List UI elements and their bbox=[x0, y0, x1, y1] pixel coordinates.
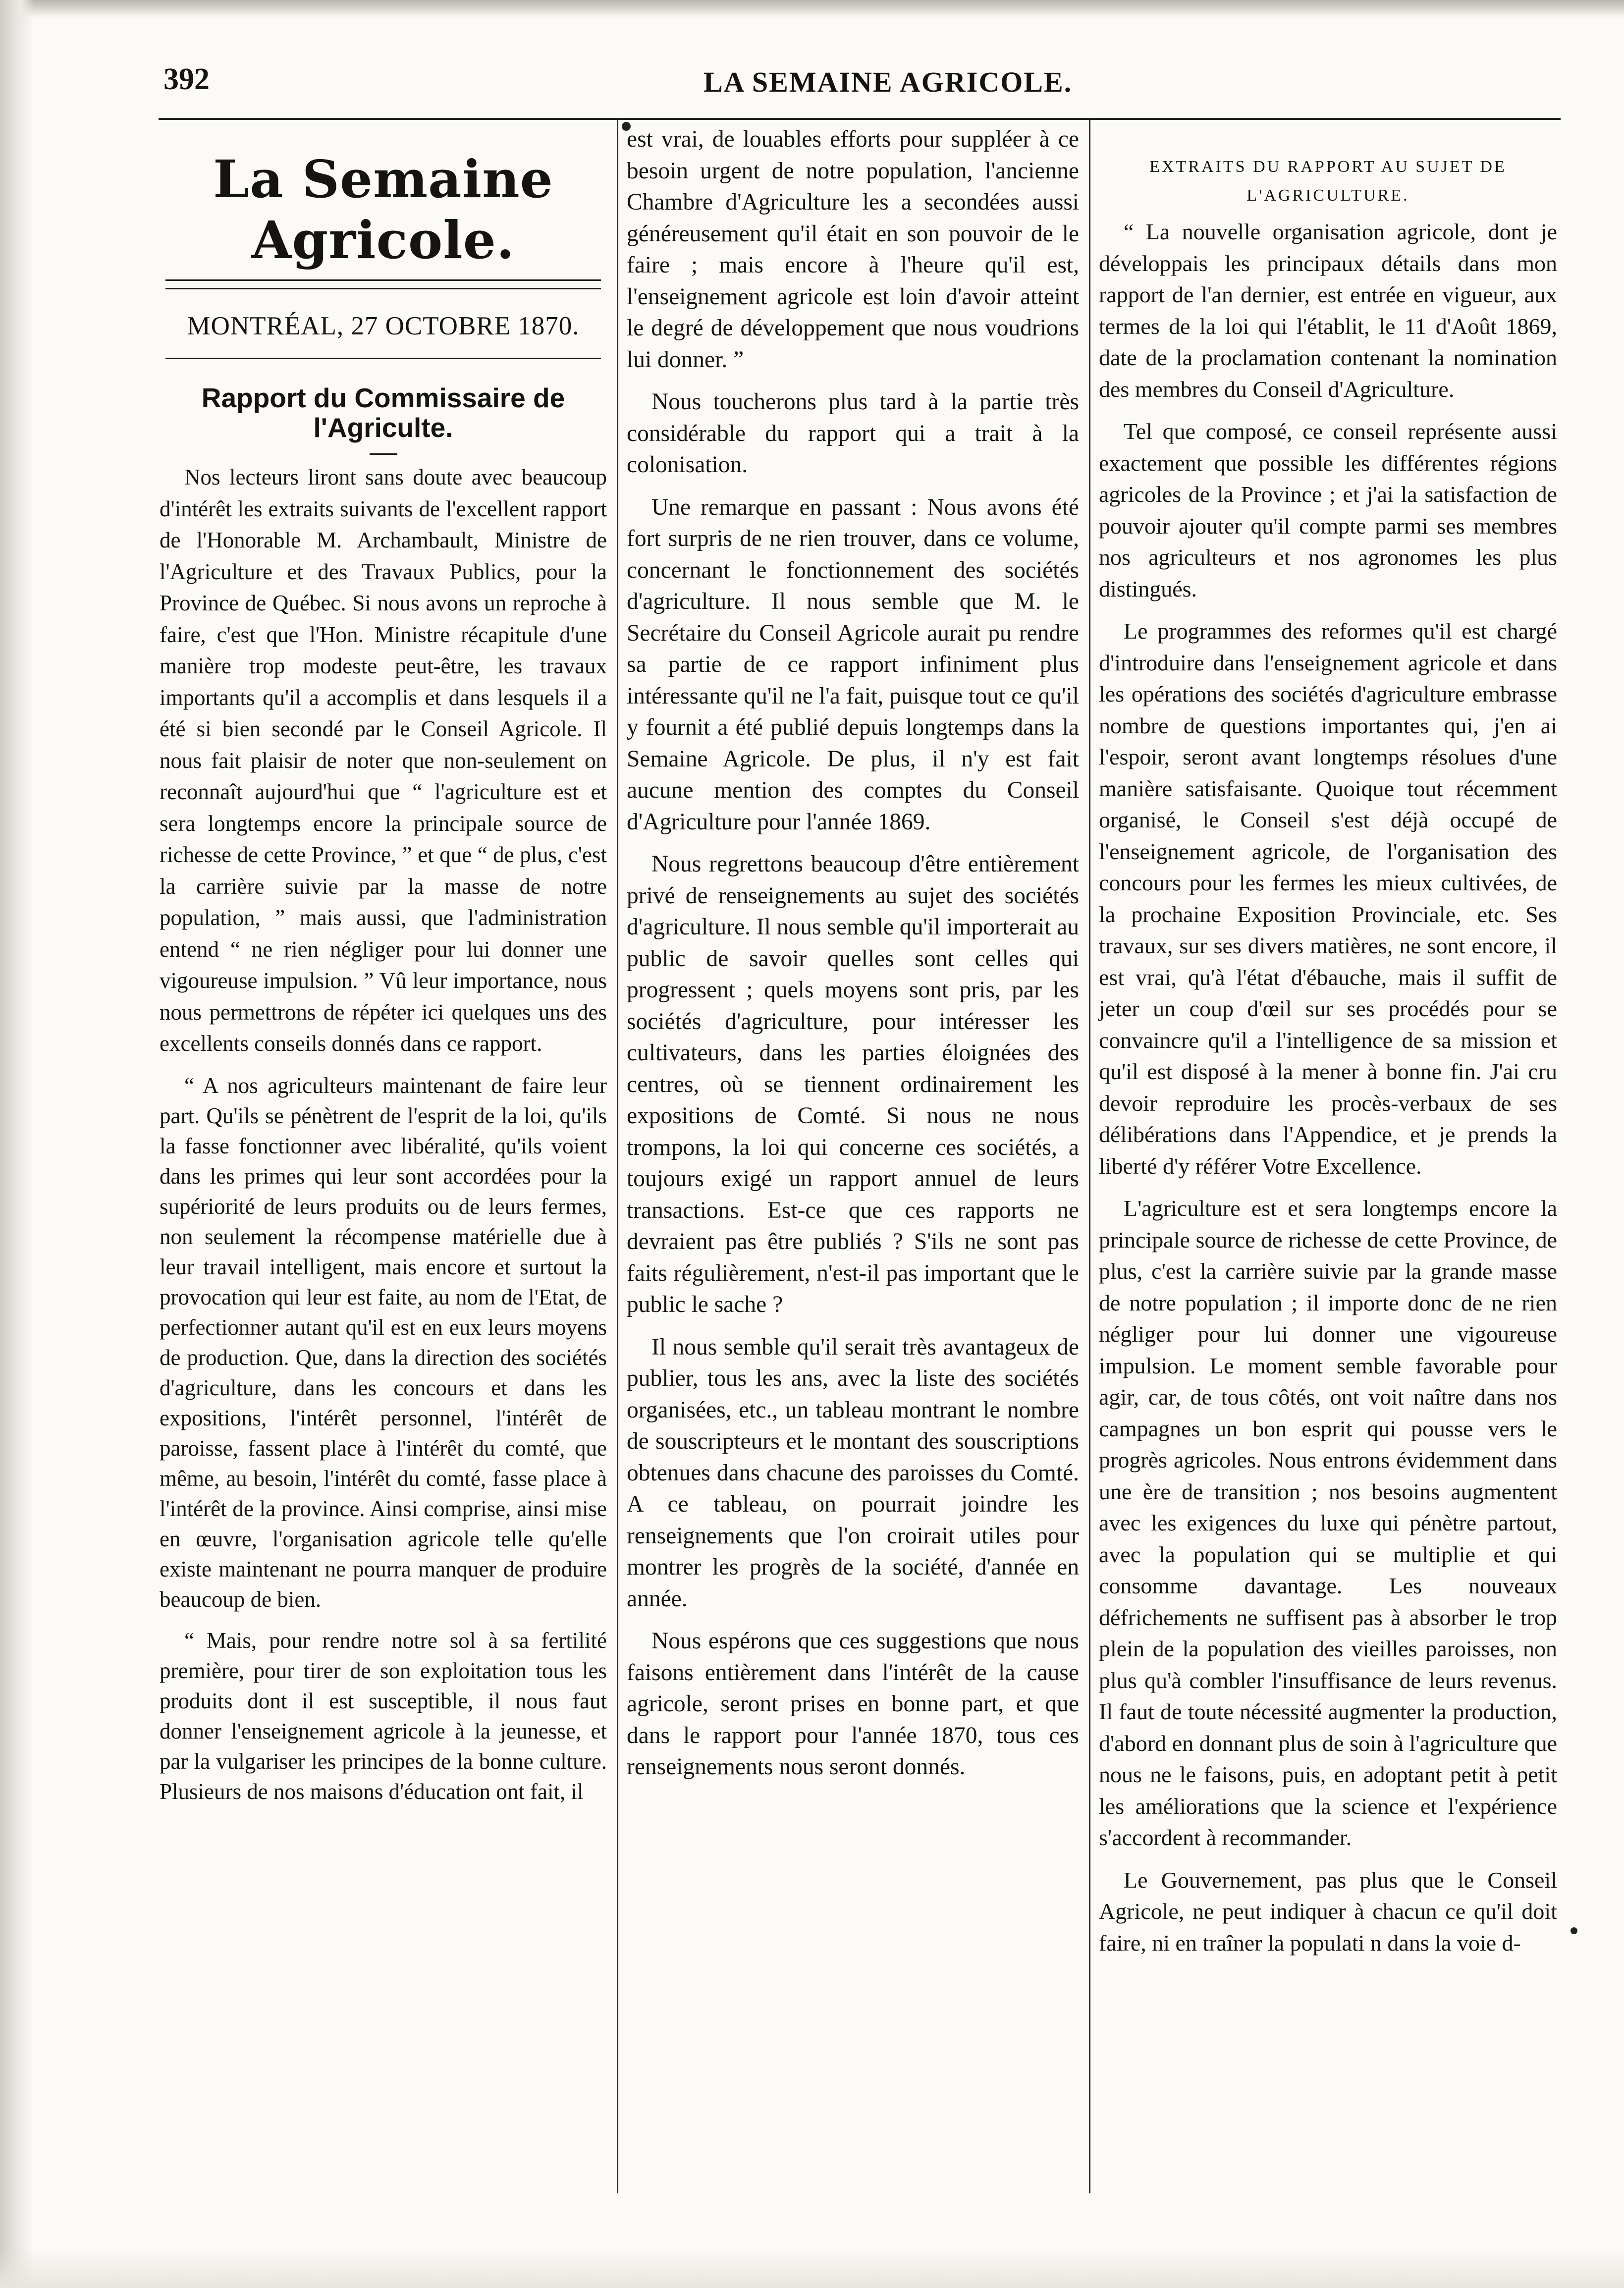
paragraph: Nous regrettons beaucoup d'être entièrement privé de renseignements au sujet des sociétés d'agriculture. Il nous semble qu'il importerait au public de savoir quelles sont celles qui progressent ; quels moyens sont pris, par les sociétés d'agriculture, pour intéresser les cultivateurs, dans les parties éloignées des centres, où se tiennent ordinairement les expositions de Comté. Si nous ne nous trompons, la loi qui concerne ces sociétés, a toujours exigé un rapport annuel de leurs transactions. Est-ce que ces rapports ne devraient pas être publiés ? S'ils ne sont pas faits régulièrement, n'est-il pas important que le public le sache ? bbox=[627, 851, 1079, 1317]
paragraph: Il nous semble qu'il serait très avantageux de publier, tous les ans, avec la liste des sociétés organisées, etc., un tableau montrant le nombre de souscripteurs et le montant des souscriptions obtenues dans chacune des paroisses du Comté. A ce tableau, on pourrait joindre les renseignements que l'on croirait utiles pour montrer les progrès de la société, d'année en année. bbox=[627, 1334, 1079, 1612]
paragraph: Le Gouvernement, pas plus que le Conseil Agricole, ne peut indiquer à chacun ce qu'il doit faire, ni en traîner la populati n dans la voie d- bbox=[1099, 1867, 1557, 1956]
extract-title: EXTRAITS DU RAPPORT AU SUJET DE L'AGRICULTURE. bbox=[1149, 158, 1507, 205]
dateline: MONTRÉAL, 27 OCTOBRE 1870. bbox=[187, 312, 580, 340]
paragraph: Tel que composé, ce conseil représente aussi exactement que possible les différentes régions agricoles de la Province ; et j'ai la satisfaction de pouvoir ajouter qu'il compte parmi ses membres nos agriculteurs et nos agronomes les plus distingués. bbox=[1099, 419, 1557, 601]
paragraph: Le programmes des reformes qu'il est chargé d'introduire dans l'enseignement agricole et dans les opérations des sociétés d'agriculture embrasse nombre de questions importantes qui, j'en ai l'espoir, seront avant longtemps résolues d'une manière satisfaisante. Quoique tout récemment organisé, le Conseil s'est déjà occupé de l'enseignement agricole, de l'organisation des concours pour les fermes les mieux cultivées, de la prochaine Exposition Provinciale, etc. Ses travaux, sur ses divers matières, ne sont encore, il est vrai, qu'à l'état d'ébauche, mais il suffit de jeter un coup d'œil sur ses procédés pour se convaincre qu'il a l'intelligence de sa mission et qu'il est disposé à la mener à bonne fin. J'ai cru devoir reproduire les procès-verbaux de ses délibérations dans l'Appendice, et je prends la liberté d'y référer Votre Excellence. bbox=[1099, 618, 1557, 1179]
page-edge-shadow-top bbox=[0, 0, 1624, 18]
paragraph: est vrai, de louables efforts pour suppléer à ce besoin urgent de notre population, l'ancienne Chambre d'Agriculture les a secondées aussi généreusement qu'il était en son pouvoir de le faire ; mais encore à l'heure qu'il est, l'enseignement agricole est loin d'avoir atteint le degré de développement que nous voudrions lui donner. ” bbox=[627, 126, 1079, 373]
article-title: Rapport du Commissaire de l'Agriculte. bbox=[201, 382, 565, 443]
paragraph: “ La nouvelle organisation agricole, dont je développais les principaux détails dans mon rapport de l'an dernier, est entrée en vigueur, aux termes de la loi qui l'établit, le 11 d'Août 1869, date de la proclamation contenant la nomination des membres du Conseil d'Agriculture. bbox=[1099, 219, 1557, 402]
column-1 bbox=[160, 124, 607, 1818]
page-edge-shadow-left bbox=[0, 0, 35, 2288]
paragraph: “ Mais, pour rendre notre sol à sa fertilité première, pour tirer de son exploitation tous les produits dont il est susceptible, il nous faut donner l'enseignement agricole à la jeunesse, et par la vulgariser les principes de la bonne culture. Plusieurs de nos maisons d'éducation ont fait, il bbox=[160, 1628, 607, 1804]
column-2 bbox=[627, 124, 1079, 1794]
paragraph: Nous espérons que ces suggestions que nous faisons entièrement dans l'intérêt de la cause agricole, seront prises en bonne part, et que dans le rapport pour l'année 1870, tous ces renseignements nous seront donnés. bbox=[627, 1628, 1079, 1780]
masthead-rule bbox=[165, 279, 601, 289]
title-rule bbox=[370, 453, 397, 455]
page-number: 392 bbox=[163, 62, 210, 96]
column-divider-1 bbox=[617, 120, 618, 2193]
running-title: LA SEMAINE AGRICOLE. bbox=[704, 66, 1073, 98]
dateline-rule bbox=[165, 358, 601, 359]
header-rule bbox=[159, 118, 1561, 120]
paragraph: Nos lecteurs liront sans doute avec beaucoup d'intérêt les extraits suivants de l'excellent rapport de l'Honorable M. Archambault, Ministre de l'Agriculture et des Travaux Publics, pour la Province de Québec. Si nous avons un reproche à faire, c'est que l'Hon. Ministre récapitule d'une manière trop modeste peut-être, les travaux importants qu'il a accomplis et dans lesquels il a été si bien secondé par le Conseil Agricole. Il nous fait plaisir de noter que non-seulement on reconnaît aujourd'hui que “ l'agriculture est et sera longtemps encore la principale source de richesse de cette Province, ” et que “ de plus, c'est la carrière suivie par la masse de notre population, ” mais aussi, que l'administration entend “ ne rien négliger pour lui donner une vigoureuse impulsion. ” Vû leur importance, nous nous permettrons de répéter ici quelques uns des excellents conseils donnés dans ce rapport. bbox=[160, 465, 607, 1056]
column-divider-2 bbox=[1089, 120, 1090, 2193]
paragraph: L'agriculture est et sera longtemps encore la principale source de richesse de cette Province, de plus, c'est la carrière suivie par la grande masse de notre population ; il importe donc de ne rien négliger pour lui donner une vigoureuse impulsion. Le moment semble favorable pour agir, car, de tous côtés, ont voit naître dans nos campagnes un bon esprit qui pousse vers le progrès agricoles. Nous entrons évidemment dans une ère de transition ; nos besoins augmentent avec les exigences du luxe qui pénètre partout, avec la population qui se multiplie et qui consomme davantage. Les nouveaux défrichements ne suffisent pas à absorber le trop plein de la population des vieilles paroisses, non plus qu'à combler l'insuffisance de leurs revenus. Il faut de toute nécessité augmenter la production, d'abord en donnant plus de soin à l'agriculture que nous ne le faisons, puis, en adoptant petit à petit les améliorations que la science et l'expérience s'accordent à recommander. bbox=[1099, 1196, 1557, 1850]
paragraph: “ A nos agriculteurs maintenant de faire leur part. Qu'ils se pénètrent de l'esprit de la loi, qu'ils la fasse fonctionner avec libéralité, qu'ils voient dans les primes qui leur sont accordées pour la supériorité de leurs produits ou de leurs fermes, non seulement la récompense matérielle due à leur travail intelligent, mais encore et surtout la provocation qui leur est faite, au nom de l'Etat, de perfectionner autant qu'il est en eux leurs moyens de production. Que, dans la direction des sociétés d'agriculture, dans les concours et dans les expositions, l'intérêt personnel, l'intérêt de paroisse, fassent place à l'intérêt du comté, que même, au besoin, l'intérêt du comté, fasse place à l'intérêt de la province. Ainsi comprise, ainsi mise en œuvre, l'organisation agricole telle qu'elle existe maintenant ne pourra manquer de produire beaucoup de bien. bbox=[160, 1073, 607, 1612]
column-3 bbox=[1099, 124, 1557, 1969]
page-edge-shadow-bottom bbox=[0, 2249, 1624, 2288]
masthead-title: La Semaine Agricole. bbox=[213, 149, 553, 271]
ink-spot bbox=[1570, 1927, 1577, 1934]
paragraph: Nous toucherons plus tard à la partie très considérable du rapport qui a trait à la colonisation. bbox=[627, 389, 1079, 478]
paragraph: Une remarque en passant : Nous avons été fort surpris de ne rien trouver, dans ce volume, concernant le fonctionnement des sociétés d'agriculture. Il nous semble que M. le Secrétaire du Conseil Agricole aurait pu rendre sa partie de ce rapport infiniment plus intéressante qu'il ne l'a fait, puisque tout ce qu'il y fournit a été publié depuis longtemps dans la Semaine Agricole. De plus, il n'y est fait aucune mention des comptes du Conseil d'Agriculture pour l'année 1869. bbox=[627, 494, 1079, 835]
